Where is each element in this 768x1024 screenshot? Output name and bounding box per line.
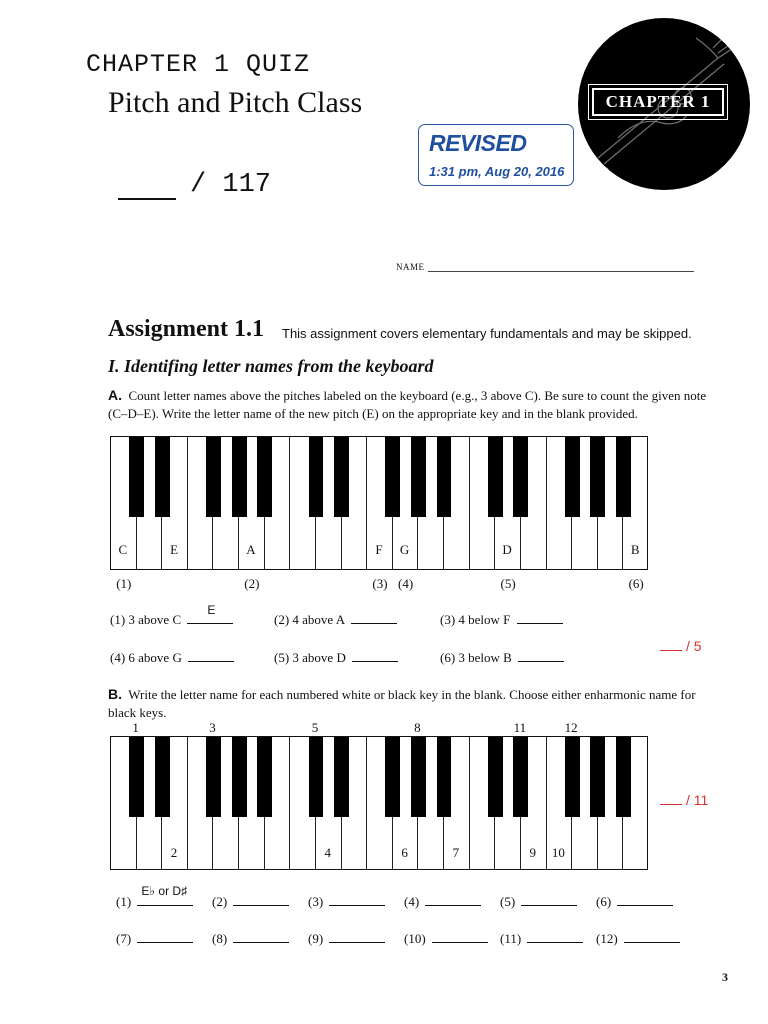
answer-label: (4) (404, 894, 423, 909)
assignment-note: This assignment covers elementary fundamentals and may be skipped. (282, 326, 692, 341)
answer-blank[interactable] (425, 895, 481, 906)
stamp-datetime: 1:31 pm, Aug 20, 2016 (429, 164, 565, 179)
key-number-label: (3) (372, 576, 388, 591)
key-letter-label: G (399, 542, 410, 557)
answer-b-row2-4 (404, 931, 488, 947)
answer-b-1 (116, 884, 193, 910)
white-key-number: 10 (551, 845, 565, 860)
part-b-letter: B. (108, 686, 122, 702)
answer-blank[interactable] (233, 895, 289, 906)
question-a6: (6) 3 below B (440, 650, 564, 666)
white-key-number: 6 (401, 845, 408, 860)
key-number-label: (5) (500, 576, 516, 591)
white-key-number: 4 (324, 845, 331, 860)
white-key-number: 2 (170, 845, 178, 860)
question-a1: (1) 3 above C E (110, 612, 233, 628)
key-letter-label: C (118, 542, 128, 557)
answer-label: (12) (596, 931, 621, 946)
answer-label: (1) (116, 894, 135, 909)
section-title: I. Identifing letter names from the keyboard (108, 356, 434, 376)
key-number-label: (1) (116, 576, 132, 591)
answer-blank[interactable] (329, 895, 385, 906)
key-letter-label: B (630, 542, 640, 557)
black-key-number: 3 (209, 720, 216, 735)
answer-b-row2-6 (596, 931, 680, 947)
part-b-text: Write the letter name for each numbered white or black key in the blank. Choose either enharmonic name for black keys. (108, 687, 696, 720)
assignment-title: Assignment 1.1 (108, 316, 265, 342)
key-number-label: (6) (628, 576, 644, 591)
answer-blank[interactable] (432, 932, 488, 943)
answer-b-6 (596, 894, 673, 910)
part-a-letter: A. (108, 387, 122, 403)
answer-blank[interactable] (137, 932, 193, 943)
answer-label: (11) (500, 931, 525, 946)
page-number: 3 (722, 970, 728, 984)
handwritten-answer: E♭ or D♯ (141, 884, 188, 898)
answer-b-2 (212, 894, 289, 910)
answer-label: (8) (212, 931, 231, 946)
quiz-title: CHAPTER 1 QUIZ (86, 50, 311, 79)
answer-label: (7) (116, 931, 135, 946)
answer-b-row2-2 (212, 931, 289, 947)
black-key-number: 5 (311, 720, 319, 735)
answer-blank[interactable] (617, 895, 673, 906)
key-letter-label: F (375, 542, 383, 557)
part-a-score: / 5 (660, 638, 702, 654)
key-number-label: (2) (244, 576, 260, 591)
key-letter-label: D (502, 542, 512, 557)
answer-b-row2-1 (116, 931, 193, 947)
answer-label: (2) (212, 894, 231, 909)
black-key-number: 11 (513, 720, 527, 735)
answer-label: (5) (500, 894, 519, 909)
page-title: Pitch and Pitch Class (108, 86, 363, 119)
key-number-label: (4) (398, 576, 414, 591)
question-a2: (2) 4 above A (274, 612, 397, 628)
white-key-number: 9 (529, 845, 536, 860)
answer-blank[interactable] (624, 932, 680, 943)
answer-b-row2-3 (308, 931, 385, 947)
stamp-title: REVISED (429, 130, 527, 156)
answer-b-row2-5 (500, 931, 583, 947)
question-a3: (3) 4 below F (440, 612, 563, 628)
part-a-text: Count letter names above the pitches labeled on the keyboard (e.g., 3 above C). Be sure to count the given note (C–D–E). Write the letter name of the new pitch (E) on the appropriate key and in the blank provided. (108, 388, 707, 421)
question-a4: (4) 6 above G (110, 650, 234, 666)
key-letter-label: A (246, 542, 256, 557)
score-total: / 117 (190, 170, 272, 200)
answer-blank[interactable] (137, 884, 193, 906)
answer-label: (3) (308, 894, 327, 909)
black-key-number: 12 (564, 720, 578, 735)
answer-label: (10) (404, 931, 429, 946)
answer-label: (9) (308, 931, 327, 946)
answer-b-3 (308, 894, 385, 910)
answer-blank[interactable] (527, 932, 583, 943)
name-label: NAME (396, 262, 425, 272)
black-key-number: 8 (414, 720, 421, 735)
answer-label: (6) (596, 894, 615, 909)
answer-blank[interactable] (233, 932, 289, 943)
key-letter-label: E (170, 542, 179, 557)
answer-blank[interactable] (521, 895, 577, 906)
question-a5: (5) 3 above D (274, 650, 398, 666)
part-b-score: / 11 (660, 792, 708, 808)
answer-a1[interactable]: E (187, 613, 233, 624)
black-key-number: 1 (132, 720, 139, 735)
white-key-number: 7 (452, 845, 460, 860)
answer-b-4 (404, 894, 481, 910)
answer-blank[interactable] (329, 932, 385, 943)
chapter-badge: CHAPTER 1 (592, 88, 724, 116)
answer-b-5 (500, 894, 577, 910)
